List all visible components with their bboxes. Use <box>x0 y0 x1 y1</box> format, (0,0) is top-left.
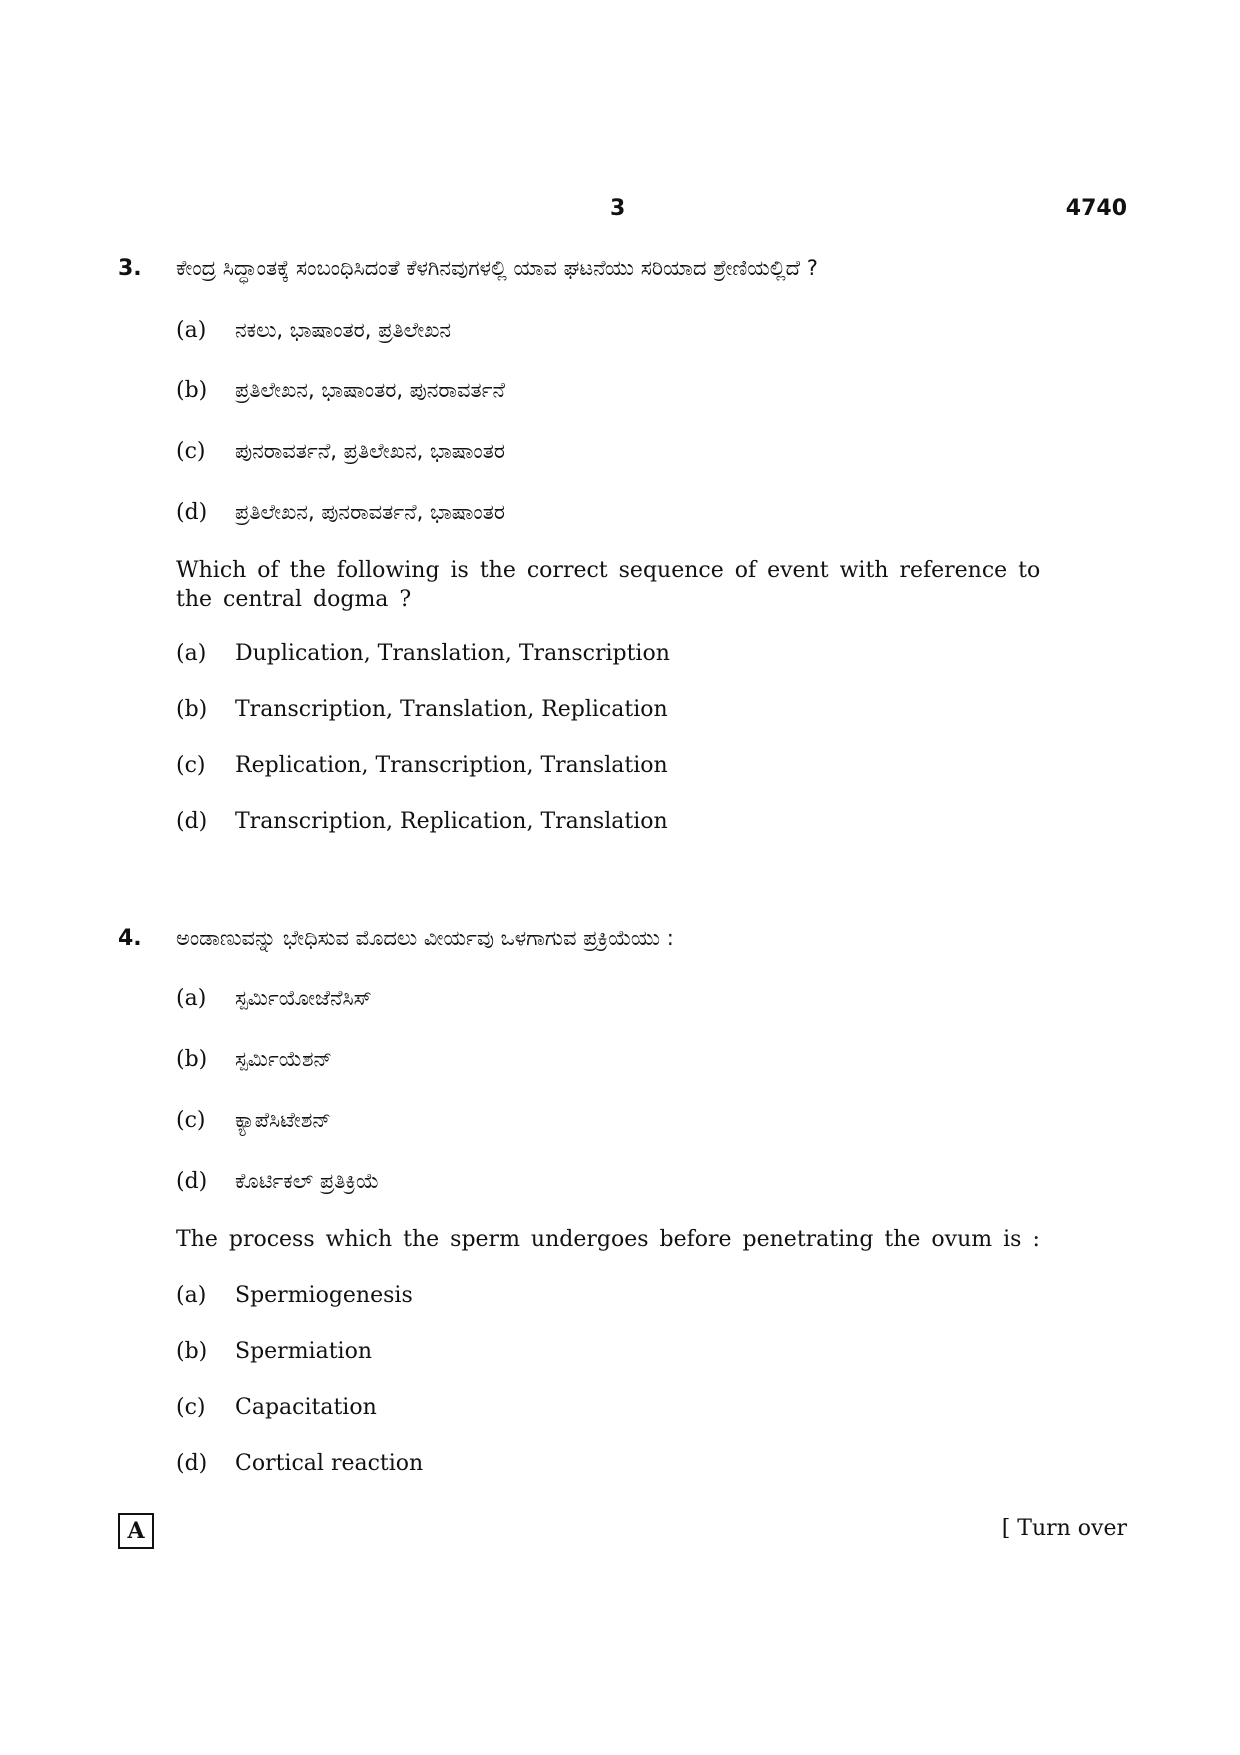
question-stem-kannada: ಅಂಡಾಣುವನ್ನು ಭೇಧಿಸುವ ಮೊದಲು ವೀರ್ಯವು ಒಳಗಾಗುವ ಪ್ರಕ್ರಿಯೆಯು : <box>176 926 674 950</box>
option-text-kannada: ನಕಲು, ಭಾಷಾಂತರ, ಪ್ರತಿಲೇಖನ <box>235 318 452 342</box>
option-text-english: Transcription, Translation, Replication <box>235 697 668 722</box>
option-text-kannada: ಕೊರ್ಟಿಕಲ್ ಪ್ರತಿಕ್ರಿಯೆ <box>235 1169 380 1193</box>
option-text-kannada: ಪ್ರತಿಲೇಖನ, ಭಾಷಾಂತರ, ಪುನರಾವರ್ತನೆ <box>235 378 505 402</box>
question-number: 4. <box>118 926 142 951</box>
option-letter: (c) <box>176 1108 206 1133</box>
option-text-english: Cortical reaction <box>235 1451 424 1476</box>
option-letter: (a) <box>176 318 207 343</box>
option-letter: (b) <box>176 697 208 722</box>
question-stem-english: The process which the sperm undergoes before penetrating the ovum is : <box>176 1227 1040 1252</box>
option-text-kannada: ಸ್ಪರ್ಮಿಯೋಜೆನೆಸಿಸ್ <box>235 986 372 1010</box>
option-text-english: Duplication, Translation, Transcription <box>235 641 670 666</box>
option-letter: (a) <box>176 1283 207 1308</box>
option-letter: (b) <box>176 378 208 403</box>
option-text-english: Capacitation <box>235 1395 377 1420</box>
paper-code: 4740 <box>1065 196 1127 221</box>
option-letter: (c) <box>176 753 206 778</box>
option-text-english: Spermiation <box>235 1339 372 1364</box>
option-letter: (b) <box>176 1047 208 1072</box>
option-text-english: Spermiogenesis <box>235 1283 413 1308</box>
question-stem-english: Which of the following is the correct sequence of event with reference to the central dogma ? <box>176 558 1041 612</box>
option-letter: (d) <box>176 1451 208 1476</box>
option-text-kannada: ಪ್ರತಿಲೇಖನ, ಪುನರಾವರ್ತನೆ, ಭಾಷಾಂತರ <box>235 500 505 524</box>
option-letter: (c) <box>176 1395 206 1420</box>
option-letter: (d) <box>176 500 208 525</box>
option-text-kannada: ಕ್ಯಾಪೆಸಿಟೇಶನ್ <box>235 1108 331 1132</box>
option-text-english: Replication, Transcription, Translation <box>235 753 668 778</box>
question-stem-kannada: ಕೇಂದ್ರ ಸಿದ್ಧಾಂತಕ್ಕೆ ಸಂಬಂಧಿಸಿದಂತೆ ಕೆಳಗಿನವುಗಳಲ್ಲಿ ಯಾವ ಘಟನೆಯು ಸರಿಯಾದ ಶ್ರೇಣಿಯಲ್ಲಿದೆ ? <box>176 256 818 280</box>
option-letter: (c) <box>176 439 206 464</box>
option-letter: (a) <box>176 986 207 1011</box>
option-letter: (a) <box>176 641 207 666</box>
option-letter: (d) <box>176 809 208 834</box>
set-code-badge: A <box>118 1513 154 1549</box>
option-letter: (d) <box>176 1169 208 1194</box>
option-letter: (b) <box>176 1339 208 1364</box>
option-text-english: Transcription, Replication, Translation <box>235 809 668 834</box>
turn-over-note: [ Turn over <box>1001 1516 1127 1541</box>
question-number: 3. <box>118 256 142 281</box>
option-text-kannada: ಸ್ಪರ್ಮಿಯೆಶನ್ <box>235 1047 333 1071</box>
option-text-kannada: ಪುನರಾವರ್ತನೆ, ಪ್ರತಿಲೇಖನ, ಭಾಷಾಂತರ <box>235 439 505 463</box>
page-number: 3 <box>610 196 626 221</box>
